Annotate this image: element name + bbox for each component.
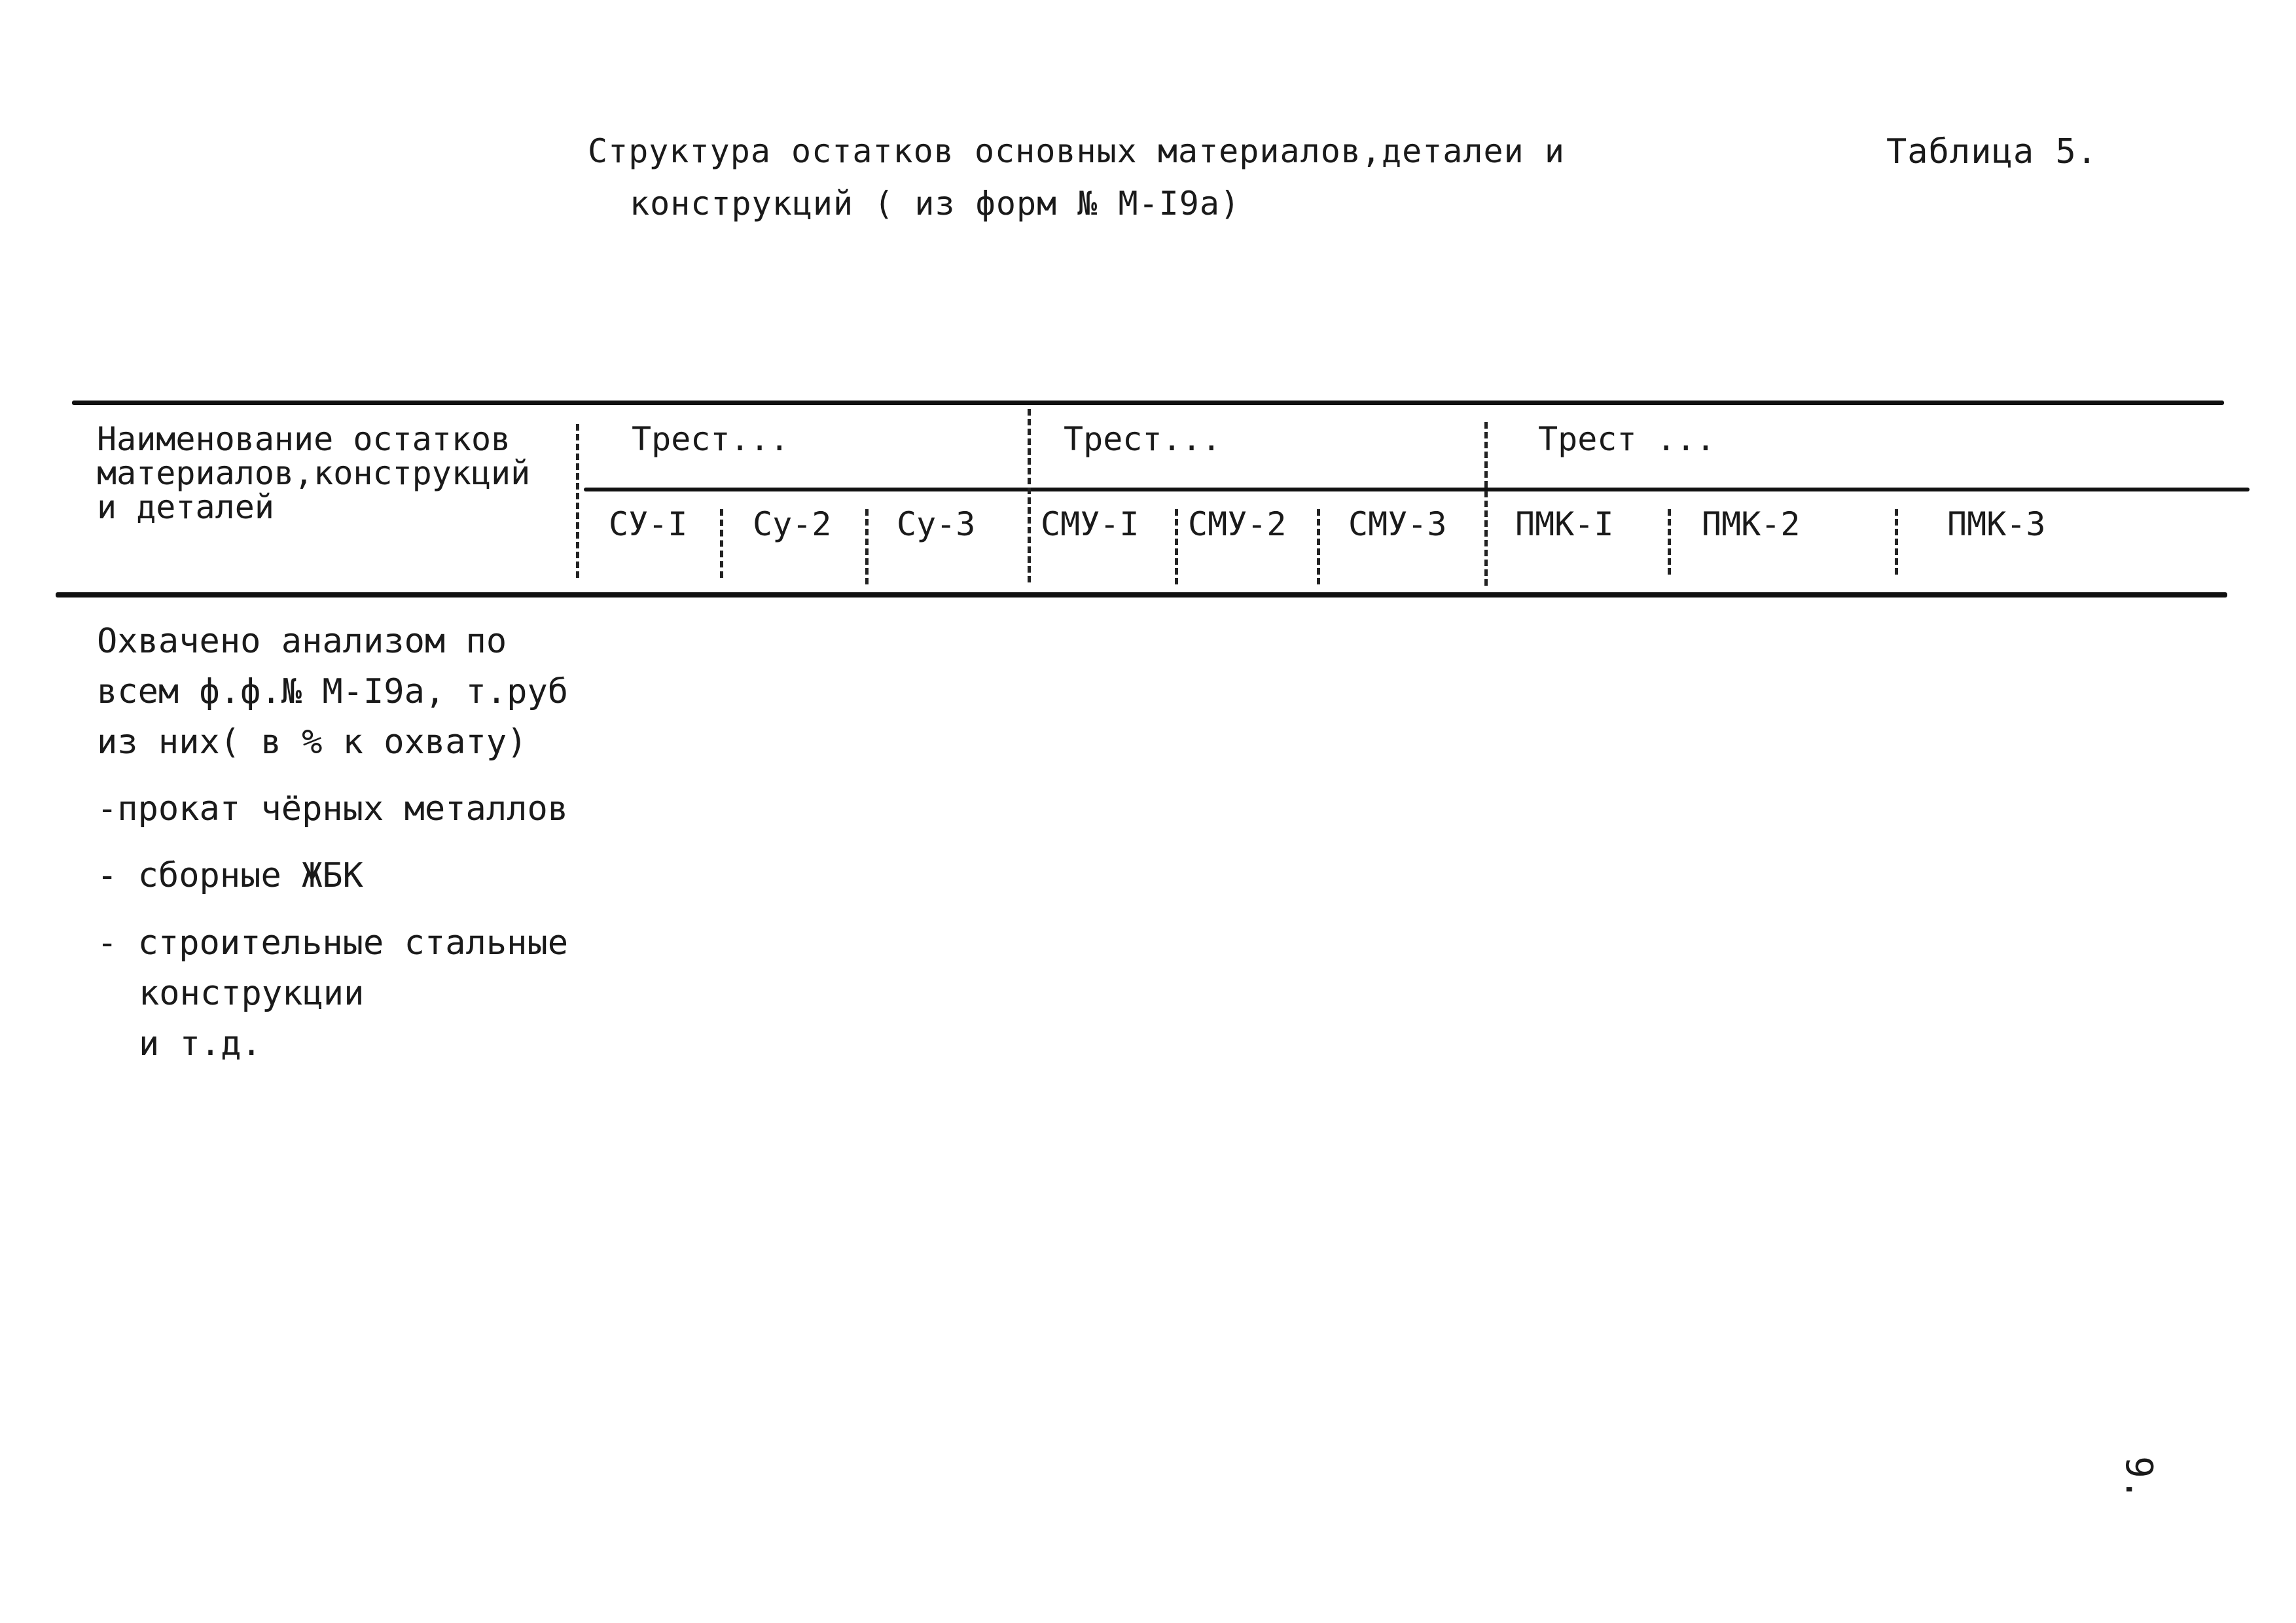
separator-pmk-1-2 (1668, 509, 1671, 575)
document-title-line-2: конструкций ( из форм № М-I9а) (630, 185, 1241, 223)
subcol-pmk-3: ПМК-3 (1947, 505, 2046, 543)
group-header-trust-1: Трест... (632, 420, 789, 458)
row-header-line-1: Наименование остатков (97, 420, 511, 458)
separator-group-2-3 (1484, 422, 1488, 586)
row-steel-structures-line-1: - строительные стальные (97, 923, 569, 963)
row-header-line-2: материалов,конструкций (97, 454, 531, 492)
subcol-pmk-2: ПМК-2 (1702, 505, 1801, 543)
page-number: 9. (2117, 1456, 2160, 1501)
separator-smu-2-3 (1317, 509, 1320, 584)
row-black-metals: -прокат чёрных металлов (97, 789, 569, 829)
subcol-su-3: Су-3 (897, 505, 976, 543)
table-top-rule (72, 401, 2224, 405)
separator-rowheader (576, 424, 579, 578)
table-label: Таблица 5. (1886, 132, 2098, 171)
subcol-smu-3: СМУ-3 (1348, 505, 1447, 543)
row-covered-line-2: всем ф.ф.№ М-I9а, т.руб (97, 672, 569, 711)
separator-pmk-2-3 (1895, 509, 1898, 575)
group-header-rule (584, 488, 2250, 491)
header-bottom-rule (56, 592, 2227, 597)
document-title-line-1: Структура остатков основных материалов,деталеи и (588, 132, 1565, 170)
row-etc: и т.д. (139, 1024, 262, 1063)
row-covered-line-3: из них( в % к охвату) (97, 722, 528, 762)
subcol-su-2: Су-2 (753, 505, 832, 543)
subcol-pmk-1: ПМК-I (1515, 505, 1614, 543)
row-precast-concrete: - сборные ЖБК (97, 856, 363, 895)
separator-smu-1-2 (1175, 509, 1178, 584)
row-steel-structures-line-2: конструкции (139, 974, 365, 1013)
separator-su-1-2 (720, 509, 723, 578)
subcol-smu-1: СМУ-I (1041, 505, 1139, 543)
group-header-trust-2: Трест... (1064, 420, 1221, 458)
group-header-trust-3: Трест ... (1538, 420, 1715, 458)
subcol-su-1: СУ-I (609, 505, 688, 543)
separator-su-2-3 (865, 509, 869, 584)
row-covered-line-1: Охвачено анализом по (97, 622, 507, 661)
separator-group-1-2 (1028, 409, 1031, 582)
subcol-smu-2: СМУ-2 (1188, 505, 1287, 543)
row-header-line-3: и деталей (97, 488, 274, 526)
